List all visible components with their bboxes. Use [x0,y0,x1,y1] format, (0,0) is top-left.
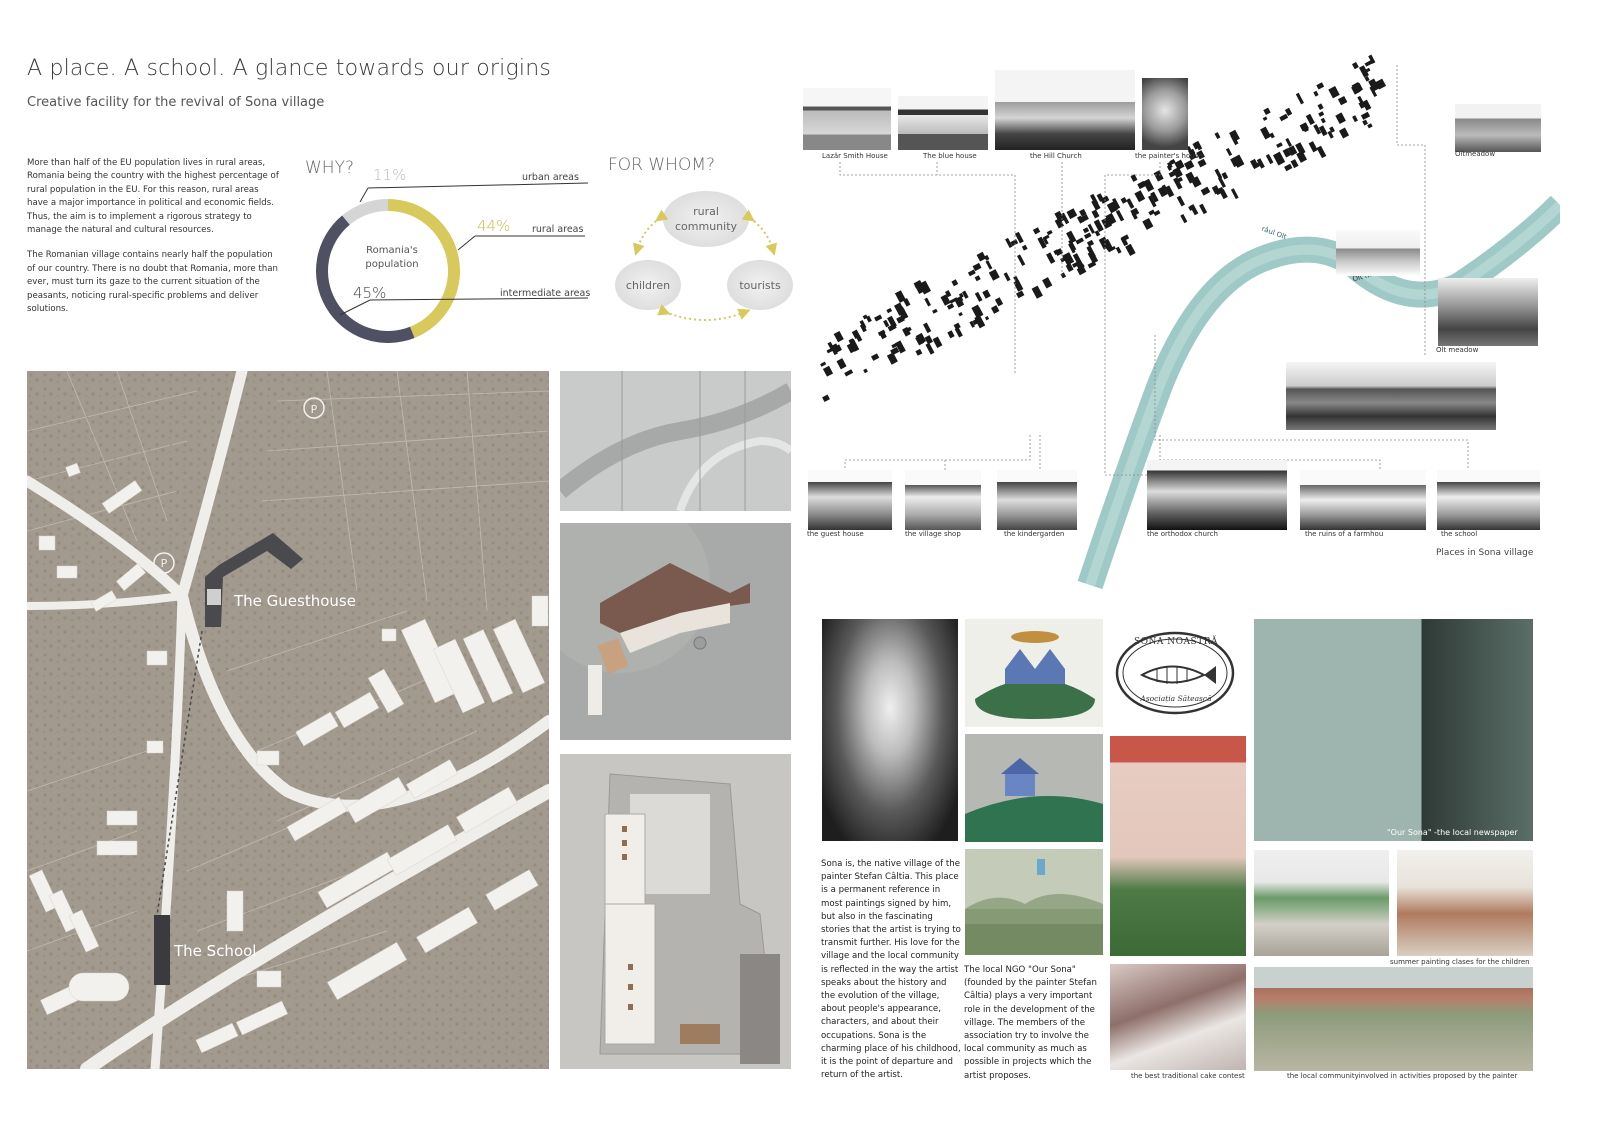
village-house-footprint [1076,237,1084,244]
village-house-footprint [924,298,931,307]
village-house-footprint [1066,231,1076,244]
place-caption-blue-house: The blue house [923,152,977,160]
village-house-footprint [822,395,830,402]
place-photo-olt-meadow [1438,278,1538,346]
place-photo-trees [1336,230,1420,276]
village-house-footprint [915,349,922,356]
school-model-photo [560,754,791,1069]
page-title: A place. A school. A glance towards our origins [27,56,552,81]
village-house-footprint [1184,160,1194,170]
village-house-footprint [1316,82,1324,89]
village-house-footprint [1276,142,1283,148]
community-activity-photo [1254,967,1533,1071]
village-house-footprint [1092,209,1100,218]
village-house-footprint [916,333,926,344]
village-house-footprint [844,369,853,376]
logo-text-top: SONA NOASTRĂ [1134,637,1218,647]
village-house-footprint [1047,230,1053,235]
village-house-footprint [1134,190,1145,202]
village-house-footprint [968,269,976,276]
village-house-footprint [975,292,983,302]
audience-rural-community: rural community [663,191,749,247]
place-photo-orthodox-church [1147,460,1287,530]
village-house-footprint [1313,91,1318,97]
village-house-footprint [962,291,969,299]
village-house-footprint [1361,112,1370,120]
village-house-footprint [1154,210,1161,216]
village-house-footprint [1088,224,1095,234]
village-house-footprint [1284,164,1292,172]
painting-floating-village [965,619,1103,727]
village-house-footprint [1142,218,1153,230]
audience-cycle-arrows [615,190,795,330]
place-photo-farmhouse-ruins [1300,470,1426,530]
place-photo-lazar-smith-house [803,88,891,150]
segment-percent-rural: 44% [477,217,511,235]
audience-children: children [615,260,681,310]
village-house-footprint [923,323,931,334]
village-house-footprint [1263,116,1268,120]
village-house-footprint [1148,210,1155,216]
village-house-footprint [887,352,898,364]
village-house-footprint [1013,280,1023,292]
village-house-footprint [1033,227,1040,234]
painting-foggy-landscape [965,849,1103,955]
place-caption-oltmeadow-top: Oltmeadow [1455,150,1496,158]
village-house-footprint [1177,196,1185,207]
place-photo-village-shop [905,470,981,530]
parking-label-left: P [160,557,168,570]
segment-label-urban: urban areas [522,172,579,183]
painting-class-caption: summer painting clases for the children [1390,958,1530,966]
village-house-footprint [1362,120,1368,126]
painting-blue-house-hill [965,734,1103,842]
village-house-footprint [860,324,867,332]
place-caption-painter-house: the painter's house [1135,152,1203,160]
village-house-footprint [995,297,1003,306]
site-plan-map [27,371,549,1069]
village-house-footprint [1352,62,1359,69]
donut-segment-urban [342,199,388,225]
village-panorama-photo [1286,362,1496,430]
village-house-footprint [1229,130,1240,142]
place-caption-village-shop: the village shop [905,530,961,538]
village-house-footprint [837,358,847,369]
ngo-text: The local NGO "Our Sona" (founded by the painter Stefan Câltia) plays a very important role in the development of the village. The members of the association try to involve the local community as much as possible in projects which the artist proposes. [964,965,1097,1081]
village-house-footprint [1061,272,1067,278]
village-house-footprint [1317,146,1327,158]
village-house-footprint [986,260,993,269]
place-photo-guest-house [808,470,892,530]
place-photo-kindergarden [997,470,1077,530]
village-house-footprint [951,279,958,286]
newspaper-photo [1254,619,1533,841]
village-house-footprint [1121,197,1128,204]
village-house-footprint [1296,93,1304,105]
village-house-footprint [933,337,943,349]
village-house-footprint [1084,232,1091,238]
village-house-footprint [1022,245,1028,251]
village-house-footprint [1199,204,1207,214]
village-house-footprint [947,303,954,309]
village-house-footprint [1328,86,1339,98]
village-house-footprint [1032,286,1043,299]
village-house-footprint [1318,111,1324,117]
village-house-footprint [1231,188,1239,199]
segment-label-rural: rural areas [532,224,584,235]
village-house-footprint [926,343,935,355]
village-house-footprint [1125,244,1135,256]
parking-label-top: P [310,403,318,416]
village-house-footprint [1309,141,1318,152]
cake-contest-caption: the best traditional cake contest [1131,1072,1245,1080]
donut-center-label: Romania's population [365,245,419,270]
painting-class-photo-1 [1254,850,1389,956]
village-house-footprint [1180,214,1187,223]
segment-percent-intermediate: 45% [353,284,387,302]
village-house-footprint [1321,118,1326,124]
village-house-footprint [1306,114,1315,125]
village-house-footprint [1365,60,1373,67]
village-house-footprint [1083,227,1089,233]
place-caption-lazar: Lazăr Smith House [822,152,888,160]
village-house-footprint [883,320,889,328]
village-house-footprint [1004,272,1011,281]
place-photo-painter-house [1142,78,1188,150]
village-house-footprint [1318,103,1324,110]
village-house-footprint [975,275,981,281]
village-house-footprint [886,308,892,313]
place-photo-blue-house [898,96,988,150]
village-house-footprint [823,366,833,377]
painter-portrait-photo [822,619,958,841]
village-house-footprint [1215,132,1221,139]
newspaper-caption: "Our Sona" -the local newspaper [1387,828,1518,837]
terrain-model-photo [560,371,791,511]
village-house-footprint [1174,160,1184,170]
village-house-footprint [1201,187,1211,196]
village-house-footprint [1338,96,1347,105]
place-caption-farmhouse: the ruins of a farmhou [1305,530,1384,538]
painter-story-text: Sona is, the native village of the painter Stefan Câltia. This place is a permanent reference in most paintings signed by him, but also in the fascinating stories that the artist is trying to transmit further. His love for the village and the local community is reflected in the way the artist speaks about the history and the evolution of the village, about people's appearance, characters, and about their occupations. Sona is the charming place of his childhood, it is the point of departure and return of the artist. [821,859,961,1081]
village-house-footprint [977,252,986,262]
village-house-footprint [1222,172,1229,179]
village-house-footprint [989,269,1000,281]
segment-percent-urban: 11% [373,166,407,184]
segment-label-intermediate: intermediate areas [500,288,591,299]
village-house-footprint [1319,125,1328,136]
audience-tourists: tourists [727,260,793,310]
village-house-footprint [887,316,897,328]
place-caption-orthodox-church: the orthodox church [1147,530,1218,538]
village-house-footprint [1126,198,1134,209]
village-house-footprint [1042,277,1052,288]
village-house-footprint [1017,254,1025,266]
village-house-footprint [982,290,991,299]
place-caption-olt-meadow: Olt meadow [1436,346,1479,354]
village-house-footprint [1091,199,1100,210]
village-house-footprint [1266,154,1274,164]
village-house-footprint [1291,159,1299,168]
village-house-footprint [1335,112,1346,124]
village-house-footprint [991,305,999,314]
village-house-footprint [1367,123,1372,128]
village-house-footprint [1198,159,1207,168]
logo-text-bottom: Asociația Sătească [1140,694,1212,703]
why-heading: WHY? [305,158,354,178]
donut-segment-intermediate [316,216,415,343]
village-house-footprint [1067,208,1078,219]
painting-class-photo-2 [1397,850,1533,956]
place-caption-guest-house: the guest house [807,530,864,538]
village-house-footprint [985,316,989,320]
river-label: râul Olt [1260,224,1288,242]
village-house-footprint [1016,290,1024,298]
place-caption-school: the school [1441,530,1478,538]
school-label: The School [174,942,257,960]
community-caption: the local communityinvolved in activities proposed by the painter [1287,1072,1518,1080]
for-whom-heading: FOR WHOM? [608,155,716,175]
village-house-footprint [1154,170,1164,181]
village-house-footprint [863,369,868,374]
village-house-footprint [1116,247,1122,254]
village-house-footprint [932,309,938,314]
village-house-footprint [947,330,954,338]
village-house-footprint [1263,108,1270,115]
guesthouse-model-photo [560,523,791,740]
village-house-footprint [1173,167,1183,178]
village-house-footprint [1260,127,1271,140]
page-subtitle: Creative facility for the revival of Sona village [27,95,325,110]
village-house-footprint [1273,152,1285,166]
village-house-footprint [834,331,844,342]
places-caption: Places in Sona village [1436,548,1534,558]
village-house-footprint [1285,138,1292,147]
place-photo-oltmeadow [1455,104,1541,152]
village-house-footprint [1279,114,1288,121]
village-house-footprint [1116,210,1124,221]
village-house-footprint [1046,252,1055,264]
cake-contest-photo [1110,964,1246,1070]
village-house-footprint [871,353,879,361]
intro-text [27,157,279,328]
house-yard-photo [1110,736,1246,956]
village-house-footprint [820,362,826,367]
village-house-footprint [1087,240,1094,247]
place-caption-hill-church: the Hill Church [1030,152,1082,160]
village-house-footprint [1296,151,1307,163]
village-house-footprint [1352,115,1358,122]
intro-paragraph-2: The Romanian village contains nearly half the population of our country. There is no doubt that Romania, more than ever, must turn its gaze to the current situation of the peasants, noticing rural-specific problems and deliver solutions. [27,250,278,315]
village-house-footprint [1130,208,1139,217]
place-photo-hill-church [995,70,1135,150]
place-caption-kindergarden: the kindergarden [1004,530,1065,538]
guesthouse-label: The Guesthouse [234,592,356,610]
village-house-footprint [958,312,963,316]
intro-paragraph-1: More than half of the EU population lives in rural areas, Romania being the country with the highest percentage of rural population in the EU. For this reason, rural areas have a major importance in political and economic fields. Thus, the aim is to implement a rigorous strategy to manage the natural and cultural resources. [27,158,279,236]
village-house-footprint [955,327,963,337]
place-photo-school [1437,470,1540,530]
village-house-footprint [874,315,882,322]
population-donut-chart [300,160,600,360]
village-house-footprint [1226,148,1232,156]
village-house-footprint [1339,128,1349,139]
village-house-footprint [925,335,934,344]
